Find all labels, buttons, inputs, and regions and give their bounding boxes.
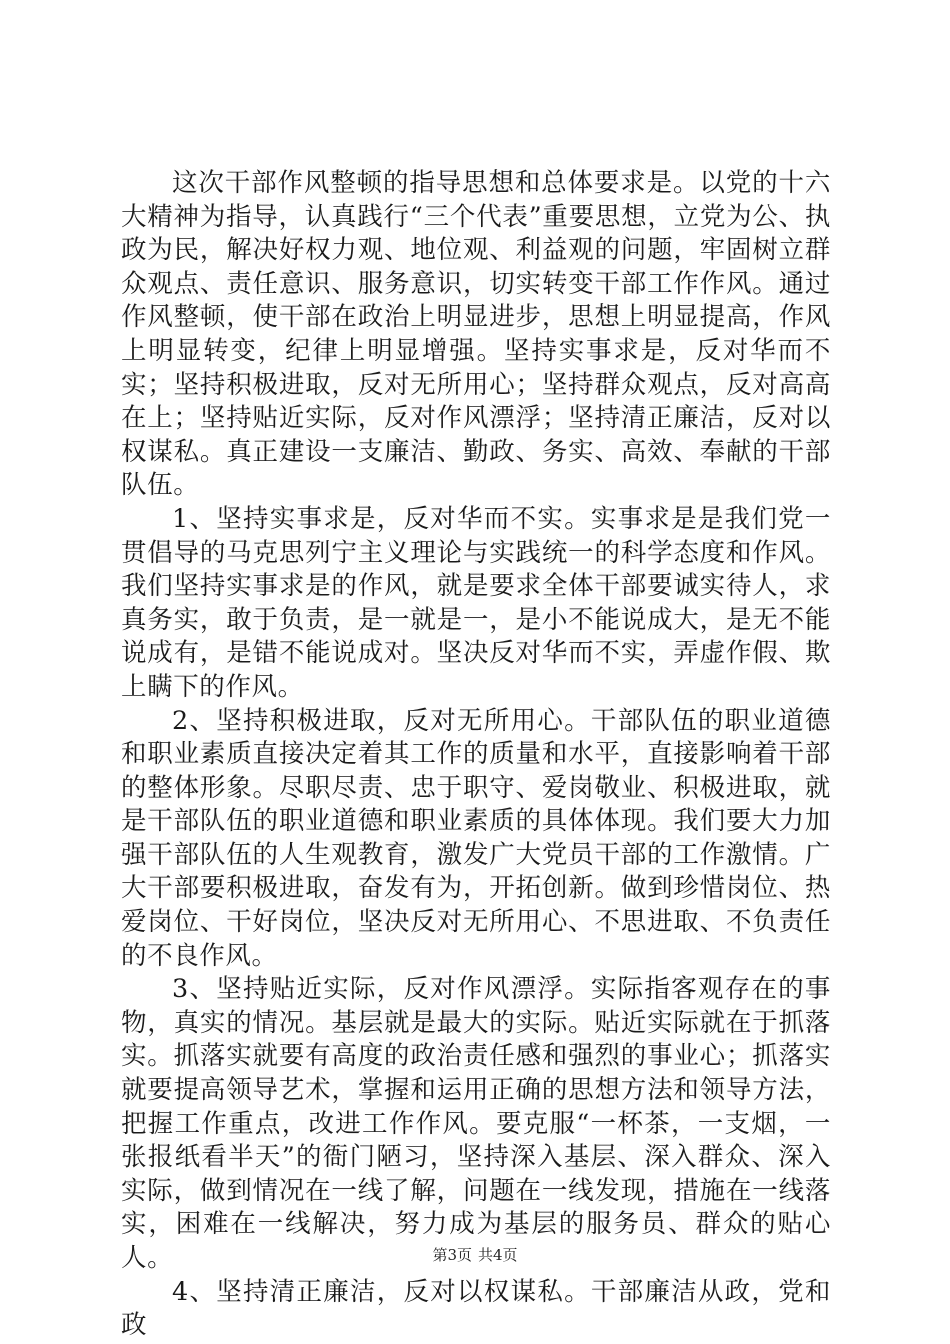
paragraph-item-2: 2、坚持积极进取，反对无所用心。干部队伍的职业道德和职业素质直接决定着其工作的质量和水平，直接影响着干部的整体形象。尽职尽责、忠于职守、爱岗敬业、积极进取，就是干部队伍的职业道德和职业素质的具体体现。我们要大力加强干部队伍的人生观教育，激发广大党员干部的工作激情。广大干部要积极进取，奋发有为，开拓创新。做到珍惜岗位、热爱岗位、干好岗位，坚决反对无所用心、不思进取、不负责任的不良作风。 <box>121 705 831 971</box>
paragraph-intro: 这次干部作风整顿的指导思想和总体要求是。以党的十六大精神为指导，认真践行“三个代表”重要思想，立党为公、执政为民，解决好权力观、地位观、利益观的问题，牢固树立群众观点、责任意识、服务意识，切实转变干部工作作风。通过作风整顿，使干部在政治上明显进步，思想上明显提高，作风上明显转变，纪律上明显增强。坚持实事求是，反对华而不实；坚持积极进取，反对无所用心；坚持群众观点，反对高高在上；坚持贴近实际，反对作风漂浮；坚持清正廉洁，反对以权谋私。真正建设一支廉洁、勤政、务实、高效、奉献的干部队伍。 <box>121 168 831 501</box>
paragraph-item-1: 1、坚持实事求是，反对华而不实。实事求是是我们党一贯倡导的马克思列宁主义理论与实践统一的科学态度和作风。我们坚持实事求是的作风，就是要求全体干部要诚实待人，求真务实，敢于负责，是一就是一，是小不能说成大，是无不能说成有，是错不能说成对。坚决反对华而不实，弄虚作假、欺上瞒下的作风。 <box>121 503 831 702</box>
page-footer <box>0 1244 950 1265</box>
page-number: 第3页 <box>432 1246 472 1264</box>
document-body <box>121 167 831 1343</box>
paragraph-item-4: 4、坚持清正廉洁，反对以权谋私。干部廉洁从政，党和政 <box>121 1276 831 1341</box>
paragraph-item-3: 3、坚持贴近实际，反对作风漂浮。实际指客观存在的事物，真实的情况。基层就是最大的实际。贴近实际就在于抓落实。抓落实就要有高度的政治责任感和强烈的事业心；抓落实就要提高领导艺术，掌握和运用正确的思想方法和领导方法，把握工作重点，改进工作作风。要克服“一杯茶，一支烟，一张报纸看半天”的衙门陋习，坚持深入基层、深入群众、深入实际，做到情况在一线了解，问题在一线发现，措施在一线落实，困难在一线解决，努力成为基层的服务员、群众的贴心人。 <box>121 974 831 1273</box>
page-total: 共4页 <box>478 1246 518 1264</box>
